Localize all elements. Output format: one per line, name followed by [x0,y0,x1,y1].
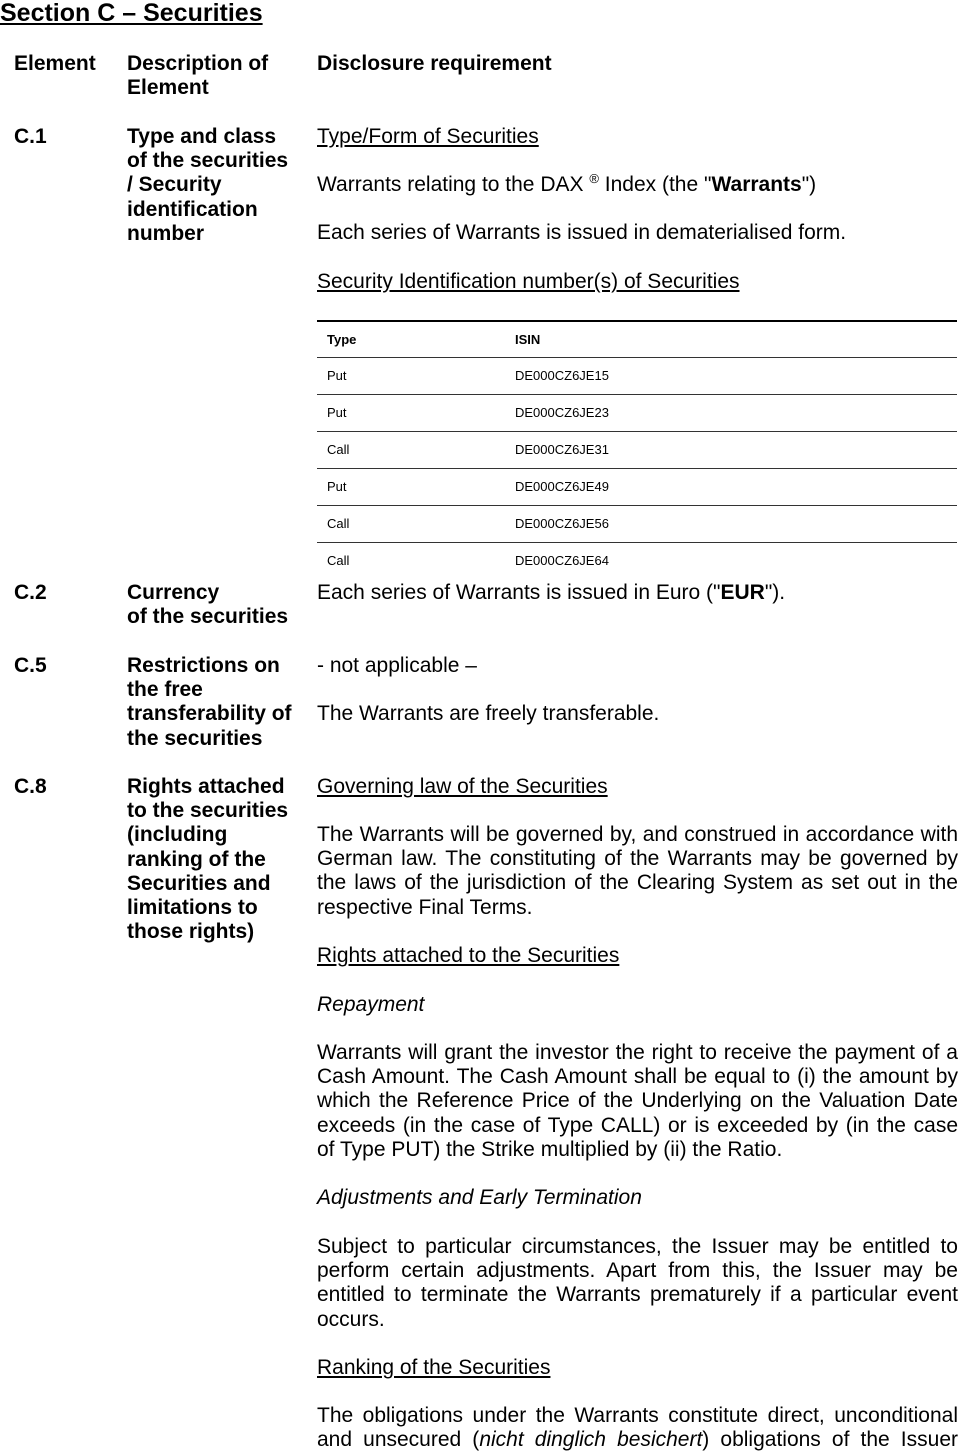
ranking-text: ) obligations of the Issuer [702,1428,958,1452]
isin-table-type-cell: Call [327,553,350,568]
warrants-line-text: Index (the " [598,173,712,196]
currency-code: EUR [720,581,765,604]
column-header-description [127,52,268,100]
isin-table-type-cell: Put [327,368,347,383]
transferability-statement: The Warrants are freely transferable. [317,702,660,725]
defined-term: Warrants [711,173,802,196]
description-line: number [127,221,205,245]
description-line: Rights attached [127,775,285,798]
description-line: limitations to [127,895,258,919]
section-title: Section C – Securities [0,0,263,27]
description-line: / Security [127,173,222,197]
column-header-description-line: Description of [127,52,269,75]
element-description-c1 [127,125,288,246]
warrants-line-text: Warrants relating to the DAX [317,173,590,196]
isin-table-type-cell: Call [327,516,350,531]
element-description-c8 [127,775,288,944]
adjustments-paragraph [317,1235,958,1332]
description-line: the free [127,678,203,702]
description-line: Type and class [127,125,277,148]
paragraph-line: of Type PUT) the Strike multiplied by (ii) the Ratio. [317,1137,783,1161]
description-line: the securities [127,726,263,750]
element-id-c1: C.1 [14,125,47,148]
isin-table-isin-cell: DE000CZ6JE23 [515,405,609,420]
isin-table-isin-cell: DE000CZ6JE49 [515,479,609,494]
warrants-line-text: ") [801,173,817,196]
form-line: Each series of Warrants is issued in dematerialised form. [317,221,847,244]
column-header-element: Element [14,52,96,75]
currency-line [317,581,958,605]
description-line: Restrictions on [127,654,280,677]
column-header-disclosure: Disclosure requirement [317,52,552,75]
ranking-german-term: nicht dinglich besichert [479,1428,703,1452]
table-row [317,468,957,505]
description-line: (including [127,823,228,847]
isin-table-header-type: Type [327,331,357,347]
isin-table-isin-cell: DE000CZ6JE64 [515,553,609,568]
element-description-c2 [127,581,288,629]
isin-table-header-row [317,320,957,357]
paragraph-line: the laws of the jurisdiction of the Clearing System as set out in the [317,871,958,895]
description-line: identification [127,197,258,221]
description-line: Currency [127,581,220,604]
isin-table-isin-cell: DE000CZ6JE56 [515,516,609,531]
repayment-heading: Repayment [317,993,425,1016]
description-line: to the securities [127,799,289,823]
paragraph-line: Subject to particular circumstances, the Issuer may be entitled to [317,1235,958,1258]
paragraph-line: Warrants will grant the investor the right to receive the payment of a [317,1041,958,1064]
isin-table-isin-cell: DE000CZ6JE15 [515,368,609,383]
paragraph-line: The Warrants will be governed by, and construed in accordance with [317,823,958,846]
description-line: Securities and [127,871,271,895]
repayment-paragraph [317,1041,958,1162]
paragraph-line: exceeds (in the case of Type CALL) or is exceeded by (in the case [317,1113,958,1137]
description-line: those rights) [127,920,255,944]
paragraph-line [317,1428,958,1452]
paragraph-line: German law. The constituting of the Warrants may be governed by [317,847,958,871]
isin-table-isin-cell: DE000CZ6JE31 [515,442,609,457]
isin-table-type-cell: Put [327,405,347,420]
type-form-heading: Type/Form of Securities [317,125,539,148]
paragraph-line: entitled to terminate the Warrants prematurely if a particular event [317,1283,958,1307]
paragraph-line: Cash Amount. The Cash Amount shall be equal to (i) the amount by [317,1065,958,1089]
adjustments-heading: Adjustments and Early Termination [317,1186,642,1209]
table-row [317,394,957,431]
description-line: transferability of [127,702,292,726]
ranking-paragraph [317,1404,958,1452]
table-row [317,357,957,394]
ranking-heading: Ranking of the Securities [317,1356,551,1379]
currency-line-text: "). [764,581,786,604]
paragraph-line: which the Reference Price of the Underlying on the Valuation Date [317,1089,958,1113]
registered-mark: ® [589,171,599,186]
isin-table-type-cell: Call [327,442,350,457]
description-line: ranking of the [127,847,266,871]
isin-heading: Security Identification number(s) of Securities [317,270,740,293]
governing-law-heading: Governing law of the Securities [317,775,608,798]
paragraph-line: occurs. [317,1307,385,1331]
paragraph-line: The obligations under the Warrants constitute direct, unconditional [317,1404,958,1427]
currency-line-text: Each series of Warrants is issued in Euro (" [317,581,721,604]
warrants-line [317,173,958,197]
element-id-c5: C.5 [14,654,47,677]
not-applicable-note: - not applicable – [317,654,477,677]
isin-table [317,320,957,579]
description-line: of the securities [127,605,289,629]
isin-table-type-cell: Put [327,479,347,494]
table-row [317,505,957,542]
element-id-c2: C.2 [14,581,47,604]
table-row [317,431,957,468]
isin-table-header-isin: ISIN [515,331,541,347]
element-description-c5 [127,654,292,751]
paragraph-line: perform certain adjustments. Apart from this, the Issuer may be [317,1259,958,1283]
element-id-c8: C.8 [14,775,47,798]
rights-heading: Rights attached to the Securities [317,944,620,967]
governing-law-paragraph [317,823,958,920]
ranking-text: and unsecured ( [317,1428,480,1452]
paragraph-line: respective Final Terms. [317,895,533,919]
column-header-description-line: Element [127,76,209,100]
table-row [317,542,957,579]
description-line: of the securities [127,149,289,173]
